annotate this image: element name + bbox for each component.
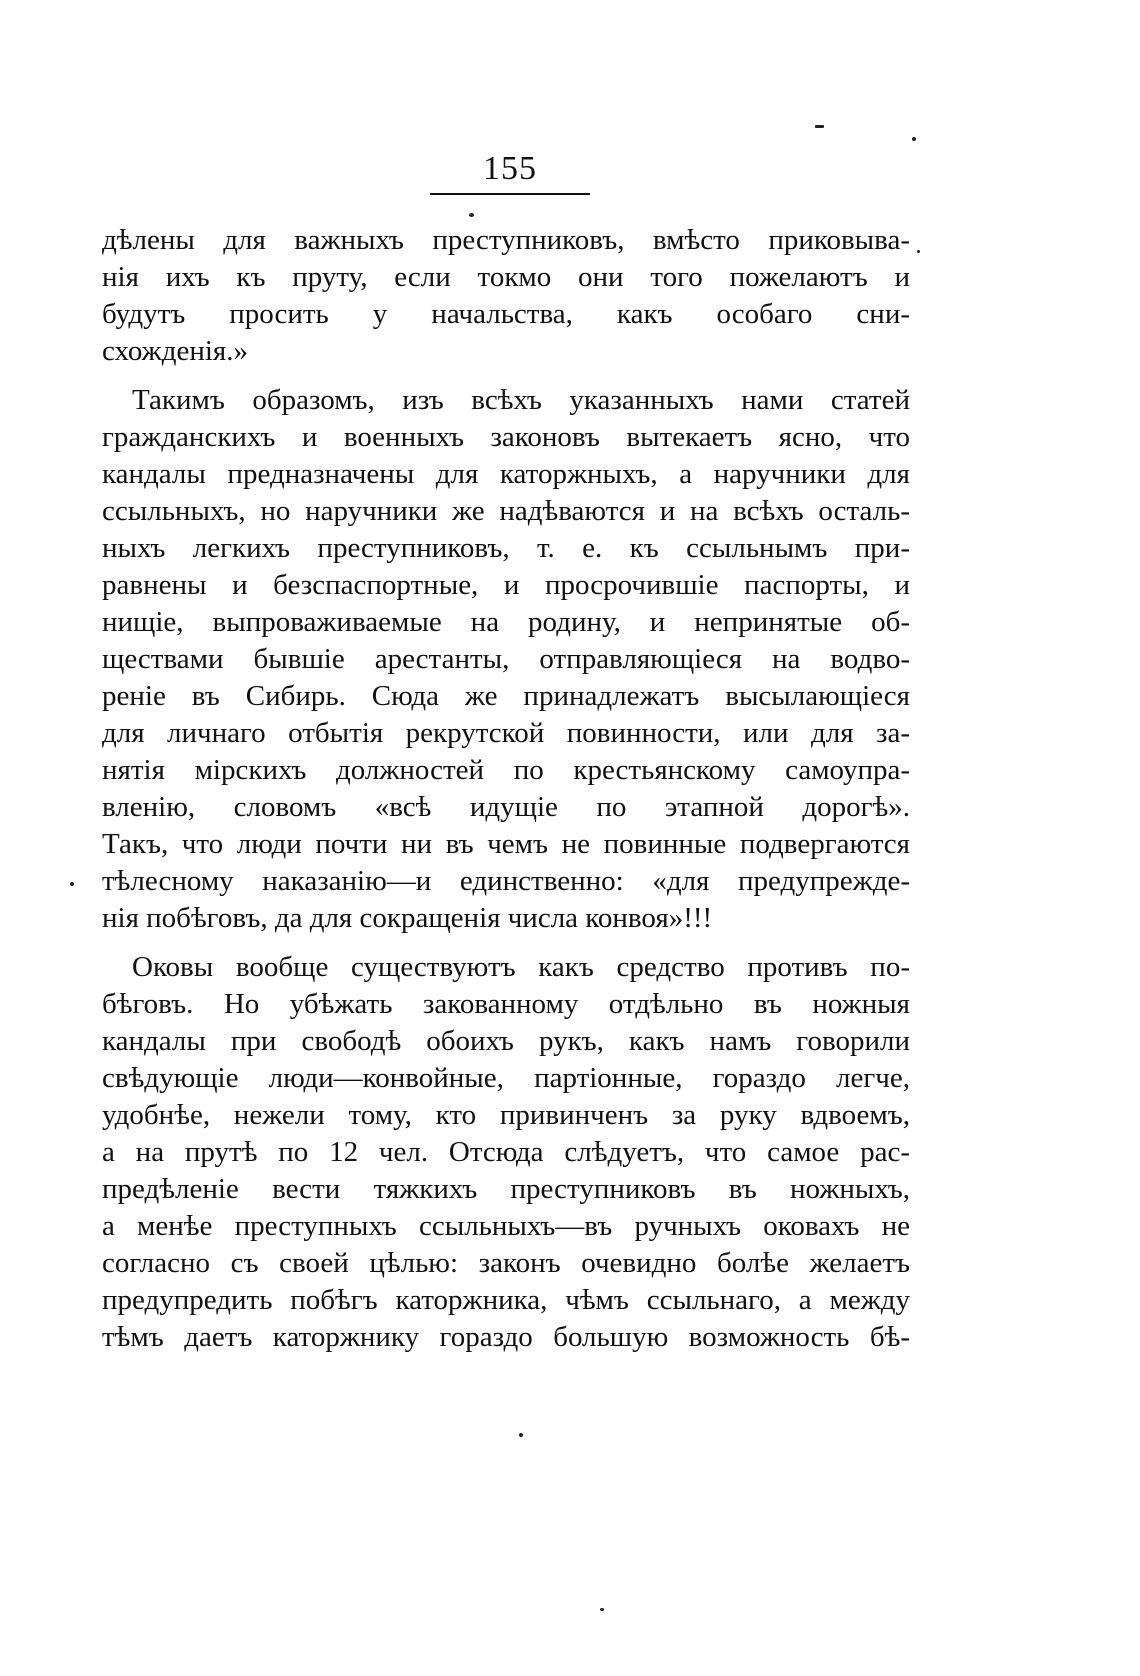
text-line: нищіе, выпроваживаемые на родину, и непринятые об- (102, 606, 910, 638)
text-line: а менѣе преступныхъ ссыльныхъ—въ ручныхъ оковахъ не (102, 1210, 910, 1242)
text-line: удобнѣе, нежели тому, кто привинченъ за руку вдвоемъ, (102, 1099, 910, 1131)
text-line: ссыльныхъ, но наручники же надѣваются и на всѣхъ осталь- (102, 495, 910, 527)
text-line: Такимъ образомъ, изъ всѣхъ указанныхъ нами статей (132, 384, 910, 416)
text-line: ныхъ легкихъ преступниковъ, т. е. къ ссыльнымъ при- (102, 532, 910, 564)
text-line: ществами бывшіе арестанты, отправляющіеся на водво- (102, 643, 910, 675)
text-line: предупредить побѣгъ каторжника, чѣмъ ссыльнаго, а между (102, 1284, 910, 1316)
text-line: дѣлены для важныхъ преступниковъ, вмѣсто приковыва- (102, 224, 910, 256)
text-line: бѣговъ. Но убѣжать закованному отдѣльно въ ножныя (102, 988, 910, 1020)
text-line: тѣмъ даетъ каторжнику гораздо большую возможность бѣ- (102, 1321, 910, 1353)
text-line: Такъ, что люди почти ни въ чемъ не повинные подвергаются (102, 828, 910, 860)
scan-speck (469, 213, 474, 217)
scan-speck (70, 882, 74, 886)
text-line: вленію, словомъ «всѣ идущіе по этапной дорогѣ». (102, 791, 910, 823)
text-line: Оковы вообще существуютъ какъ средство противъ по- (132, 951, 910, 983)
header-rule (430, 193, 590, 195)
page-number: 155 (483, 150, 537, 187)
scan-speck (917, 250, 920, 253)
scan-speck (519, 1433, 523, 1437)
text-line: нятія мірскихъ должностей по крестьянскому самоупра- (102, 754, 910, 786)
text-line: для личнаго отбытія рекрутской повинности, или для за- (102, 717, 910, 749)
text-line: равнены и безспаспортные, и просрочившіе паспорты, и (102, 569, 910, 601)
text-line: свѣдующіе люди—конвойные, партіонные, гораздо легче, (102, 1062, 910, 1094)
body-text (102, 222, 910, 1356)
text-line: гражданскихъ и военныхъ законовъ вытекаетъ ясно, что (102, 421, 910, 453)
text-line: предѣленіе вести тяжкихъ преступниковъ въ ножныхъ, (102, 1173, 910, 1205)
scan-speck (600, 1608, 604, 1611)
scan-speck (912, 137, 916, 141)
text-line: реніе въ Сибирь. Сюда же принадлежатъ высылающіеся (102, 680, 910, 712)
text-line: схожденія.» (102, 335, 248, 367)
text-line: нія ихъ къ пруту, если токмо они того пожелаютъ и (102, 261, 910, 293)
text-line: нія побѣговъ, да для сокращенія числа конвоя»!!! (102, 902, 713, 934)
text-line: согласно съ своей цѣлью: законъ очевидно болѣе желаетъ (102, 1247, 910, 1279)
text-line: кандалы при свободѣ обоихъ рукъ, какъ намъ говорили (102, 1025, 910, 1057)
scan-speck (815, 125, 824, 128)
text-line: а на прутѣ по 12 чел. Отсюда слѣдуетъ, что самое рас- (102, 1136, 910, 1168)
text-line: кандалы предназначены для каторжныхъ, а наручники для (102, 458, 910, 490)
text-line: будутъ просить у начальства, какъ особаго сни- (102, 298, 910, 330)
text-line: тѣлесному наказанію—и единственно: «для предупрежде- (102, 865, 910, 897)
